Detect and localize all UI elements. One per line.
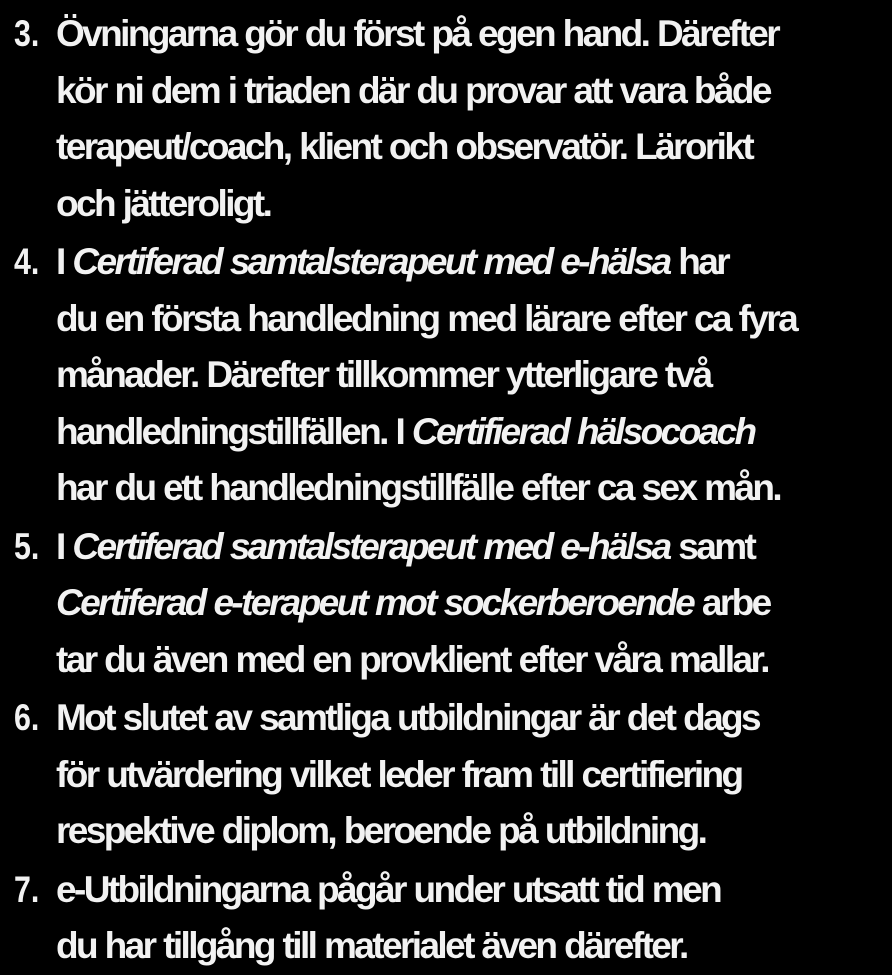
text-segment: arbe: [693, 582, 770, 623]
text-segment: har: [669, 241, 729, 282]
text-segment: Övningarna gör du först på egen hand. Därefter: [56, 13, 779, 54]
text-line: [56, 6, 852, 63]
text-line: [56, 347, 852, 404]
text-segment: samt: [669, 525, 755, 567]
list-item-text: [56, 690, 852, 860]
list-item-text: [56, 519, 852, 689]
list-item: [14, 234, 852, 517]
text-segment: månader. Därefter tillkommer ytterligare två: [56, 354, 711, 395]
italic-course-name: Certiferad samtalsterapeut med e-hälsa: [72, 241, 670, 282]
italic-course-name: Certiferad e-terapeut mot sockerberoende: [56, 582, 694, 623]
numbered-list: [14, 6, 852, 975]
text-segment: I: [56, 525, 73, 567]
text-line: [56, 63, 852, 120]
text-segment: och jätteroligt.: [56, 182, 271, 224]
list-item: [14, 690, 852, 860]
text-segment: e-Utbildningarna pågår under utsatt tid men: [56, 868, 721, 910]
text-segment: terapeut/coach, klient och observatör. Lärorikt: [56, 126, 753, 167]
list-item-number: 5.: [14, 525, 40, 567]
text-segment: du en första handledning med lärare efter ca fyra: [56, 297, 797, 339]
list-item-number: 6.: [14, 697, 40, 738]
list-item-text: [56, 6, 852, 232]
text-segment: I: [56, 241, 73, 282]
italic-course-name: Certiferad samtalsterapeut med e-hälsa: [72, 525, 670, 567]
list-item-number: 7.: [14, 868, 40, 910]
text-segment: du har tillgång till materialet även därefter.: [56, 925, 687, 966]
list-item-text: [56, 862, 852, 975]
text-line: [56, 176, 852, 233]
text-segment: kör ni dem i triaden där du provar att vara både: [56, 69, 770, 111]
text-segment: tar du även med en provklient efter våra mallar.: [56, 638, 768, 680]
text-line: [56, 234, 852, 291]
text-line: [56, 862, 852, 919]
text-line: [56, 803, 852, 860]
text-segment: för utvärdering vilket leder fram till certifiering: [56, 753, 742, 795]
list-item: [14, 862, 852, 975]
list-item-number: 4.: [14, 241, 40, 282]
italic-course-name: Certifierad hälsocoach: [411, 410, 755, 452]
list-item-number: 3.: [14, 13, 40, 54]
text-line: [56, 404, 852, 461]
text-line: [56, 291, 852, 348]
text-line: [56, 690, 852, 747]
text-segment: Mot slutet av samtliga utbildningar är det dags: [56, 697, 760, 738]
text-line: [56, 575, 852, 632]
list-item: [14, 6, 852, 232]
text-segment: respektive diplom, beroende på utbildning.: [56, 810, 706, 851]
list-item-text: [56, 234, 852, 517]
text-segment: har du ett handledningstillfälle efter ca sex mån.: [56, 467, 781, 508]
text-line: [56, 918, 852, 975]
text-segment: handledningstillfällen. I: [56, 410, 412, 452]
list-item: [14, 519, 852, 689]
text-line: [56, 519, 852, 576]
text-line: [56, 119, 852, 176]
text-line: [56, 747, 852, 804]
text-line: [56, 460, 852, 517]
text-line: [56, 632, 852, 689]
